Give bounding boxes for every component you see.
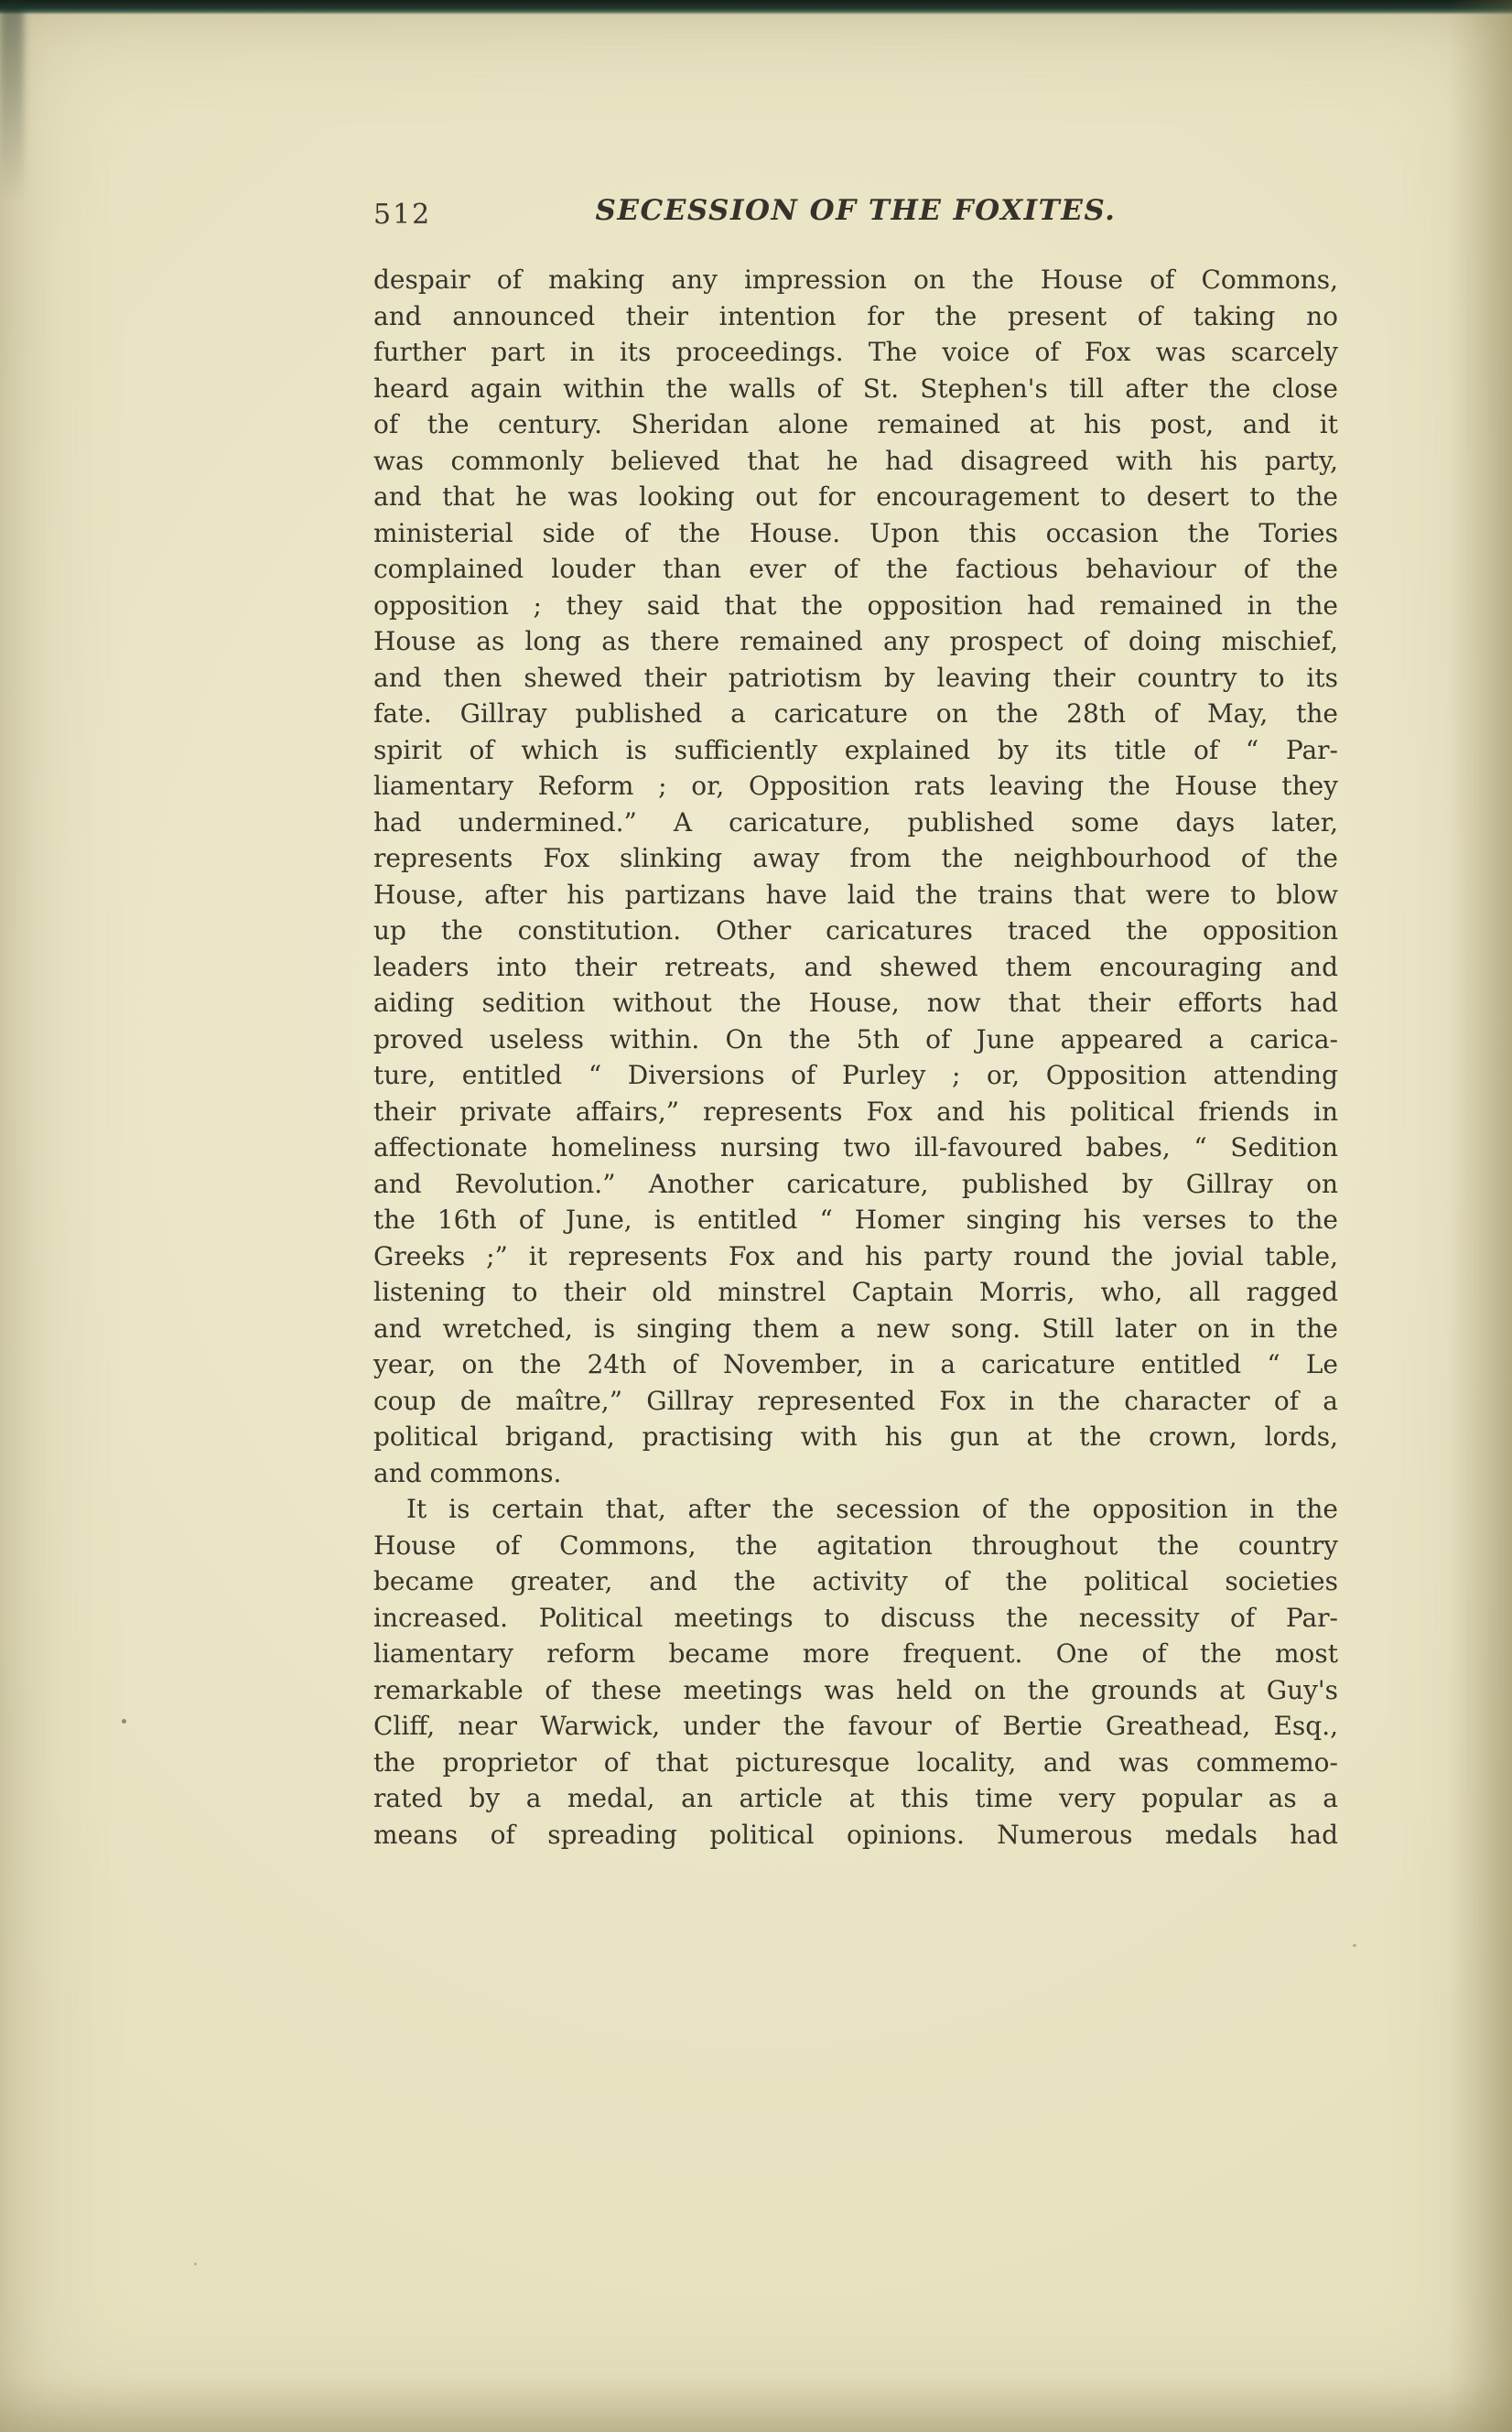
text-line: had undermined.” A caricature, published some days later,: [373, 806, 1338, 838]
text-line: and then shewed their patriotism by leaving their country to its: [373, 662, 1338, 693]
text-line: opposition ; they said that the opposition had remained in the: [373, 589, 1338, 621]
text-line: represents Fox slinking away from the neighbourhood of the: [373, 843, 1338, 873]
text-line: became greater, and the activity of the political societies: [373, 1566, 1338, 1596]
text-line: year, on the 24th of November, in a caricature entitled “ Le: [373, 1349, 1338, 1379]
text-line: despair of making any impression on the House of Commons,: [373, 265, 1338, 295]
text-line: rated by a medal, an article at this time very popular as a: [373, 1783, 1338, 1813]
text-line: and announced their intention for the present of taking no: [373, 300, 1338, 331]
text-line: proved useless within. On the 5th of June appeared a carica-: [373, 1023, 1338, 1054]
text-line: the 16th of June, is entitled “ Homer singing his verses to the: [373, 1205, 1338, 1235]
text-line: House of Commons, the agitation throughout the country: [373, 1529, 1338, 1561]
text-line: House, after his partizans have laid the trains that were to blow: [373, 879, 1338, 910]
ink-speck: [1353, 1944, 1356, 1947]
text-line: of the century. Sheridan alone remained at his post, and it: [373, 409, 1338, 439]
text-column: [373, 194, 1338, 1853]
text-line: political brigand, practising with his gun at the crown, lords,: [373, 1421, 1338, 1452]
text-line: and Revolution.” Another caricature, published by Gillray on: [373, 1168, 1338, 1199]
text-line: aiding sedition without the House, now that their efforts had: [373, 988, 1338, 1018]
text-line: liamentary reform became more frequent. One of the most: [373, 1638, 1338, 1669]
text-line: was commonly believed that he had disagreed with his party,: [373, 445, 1338, 476]
text-line: House as long as there remained any prospect of doing mischief,: [373, 626, 1338, 656]
text-block: [373, 262, 1338, 1853]
text-line: complained louder than ever of the factious behaviour of the: [373, 554, 1338, 584]
page-header: [373, 194, 1338, 236]
text-line: affectionate homeliness nursing two ill-favoured babes, “ Sedition: [373, 1132, 1338, 1162]
text-line: Cliff, near Warwick, under the favour of Bertie Greathead, Esq.,: [373, 1711, 1338, 1741]
text-line: coup de maître,” Gillray represented Fox in the character of a: [373, 1385, 1338, 1416]
paragraph: [373, 262, 1338, 1491]
page-number: 512: [373, 199, 432, 231]
text-line: It is certain that, after the secession of the opposition in the: [406, 1494, 1338, 1524]
running-header-title: SECESSION OF THE FOXITES.: [595, 194, 1117, 227]
ink-speck: [122, 1719, 126, 1724]
text-line: means of spreading political opinions. Numerous medals had: [373, 1819, 1338, 1850]
text-line: and that he was looking out for encouragement to desert to the: [373, 481, 1338, 512]
text-line: and wretched, is singing them a new song. Still later on in the: [373, 1313, 1338, 1344]
text-line: and commons.: [373, 1457, 562, 1488]
text-line: further part in its proceedings. The voice of Fox was scarcely: [373, 337, 1338, 367]
text-line: their private affairs,” represents Fox and his political friends in: [373, 1096, 1338, 1127]
text-line: heard again within the walls of St. Stephen's till after the close: [373, 373, 1338, 404]
scan-top-edge: [0, 0, 1512, 15]
text-line: Greeks ;” it represents Fox and his party round the jovial table,: [373, 1240, 1338, 1271]
text-line: increased. Political meetings to discuss the necessity of Par-: [373, 1602, 1338, 1633]
text-line: fate. Gillray published a caricature on the 28th of May, the: [373, 698, 1338, 729]
text-line: up the constitution. Other caricatures traced the opposition: [373, 915, 1338, 946]
text-line: spirit of which is sufficiently explained by its title of “ Par-: [373, 734, 1338, 765]
text-line: ministerial side of the House. Upon this occasion the Tories: [373, 517, 1338, 548]
text-line: remarkable of these meetings was held on the grounds at Guy's: [373, 1674, 1338, 1705]
ink-speck: [194, 2263, 197, 2265]
paragraph: [373, 1491, 1338, 1853]
text-line: the proprietor of that picturesque locality, and was commemo-: [373, 1746, 1338, 1778]
scan-left-shade: [0, 0, 24, 201]
text-line: liamentary Reform ; or, Opposition rats leaving the House they: [373, 771, 1338, 801]
scan-right-shade: [1448, 0, 1512, 2432]
scan-bottom-shade: [0, 2377, 1512, 2432]
text-line: listening to their old minstrel Captain Morris, who, all ragged: [373, 1277, 1338, 1307]
text-line: ture, entitled “ Diversions of Purley ; or, Opposition attending: [373, 1060, 1338, 1090]
text-line: leaders into their retreats, and shewed them encouraging and: [373, 951, 1338, 982]
